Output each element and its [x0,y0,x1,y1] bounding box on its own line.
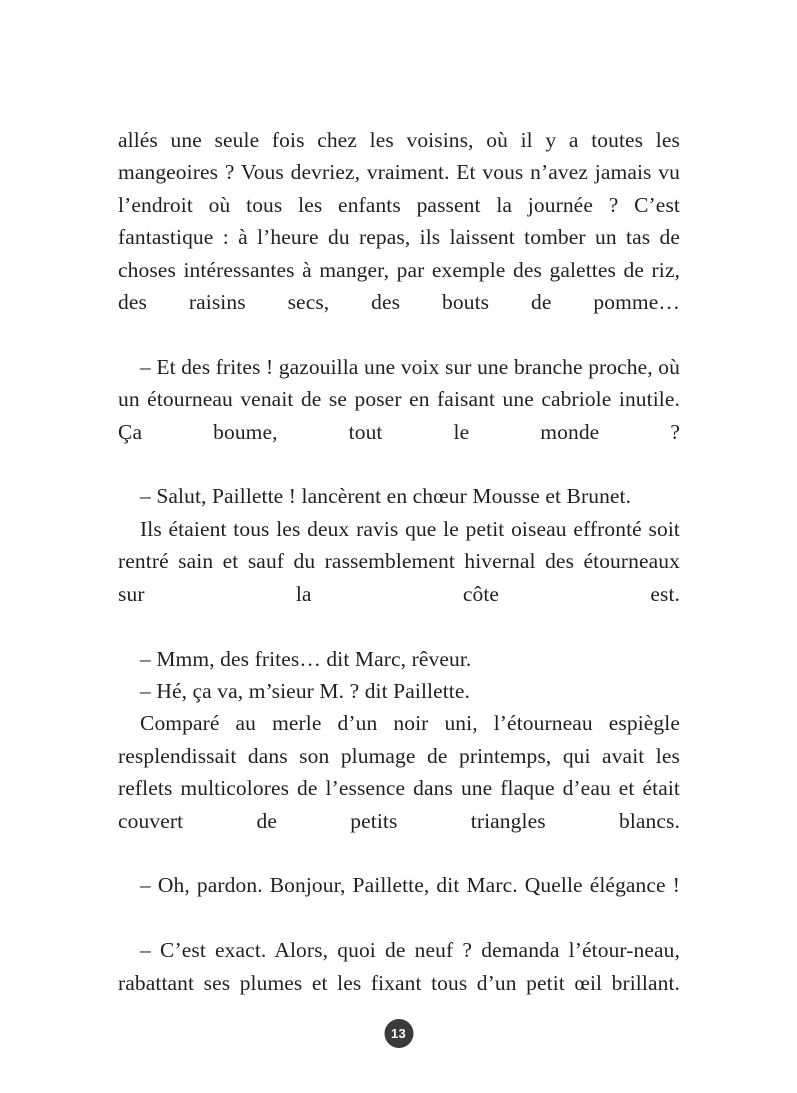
paragraph: – Mmm, des frites… dit Marc, rêveur. [140,646,472,671]
paragraph: – Oh, pardon. Bonjour, Paillette, dit Marc. Quelle élégance ! [140,873,680,898]
body-text [118,124,680,1031]
paragraph: – Hé, ça va, m’sieur M. ? dit Paillette. [140,678,470,703]
paragraph: Ils étaient tous les deux ravis que le petit oiseau effronté soit rentré sain et sauf du rassemblement hivernal des étourneaux sur la côte est. [118,516,680,606]
paragraph: – Salut, Paillette ! lancèrent en chœur Mousse et Brunet. [140,484,632,509]
page-number-badge: 13 [384,1019,413,1048]
paragraph: – C’est exact. Alors, quoi de neuf ? demanda l’étour-neau, rabattant ses plumes et les fixant tous d’un petit œil brillant. [118,938,680,995]
paragraph: allés une seule fois chez les voisins, où il y a toutes les mangeoires ? Vous devriez, vraiment. Et vous n’avez jamais vu l’endroit où tous les enfants passent la journée ? C’est fantastique : à l’heure du repas, ils laissent tomber un tas de choses intéressantes à manger, par exemple des galettes de riz, des raisins secs, des bouts de pomme… [118,128,680,315]
paragraph: – Et des frites ! gazouilla une voix sur une branche proche, où un étourneau venait de se poser en faisant une cabriole inutile. Ça boume, tout le monde ? [118,354,680,444]
paragraph: Comparé au merle d’un noir uni, l’étourneau espiègle resplendissait dans son plumage de printemps, qui avait les reflets multicolores de l’essence dans une flaque d’eau et était couvert de petits triangles blancs. [118,711,680,833]
